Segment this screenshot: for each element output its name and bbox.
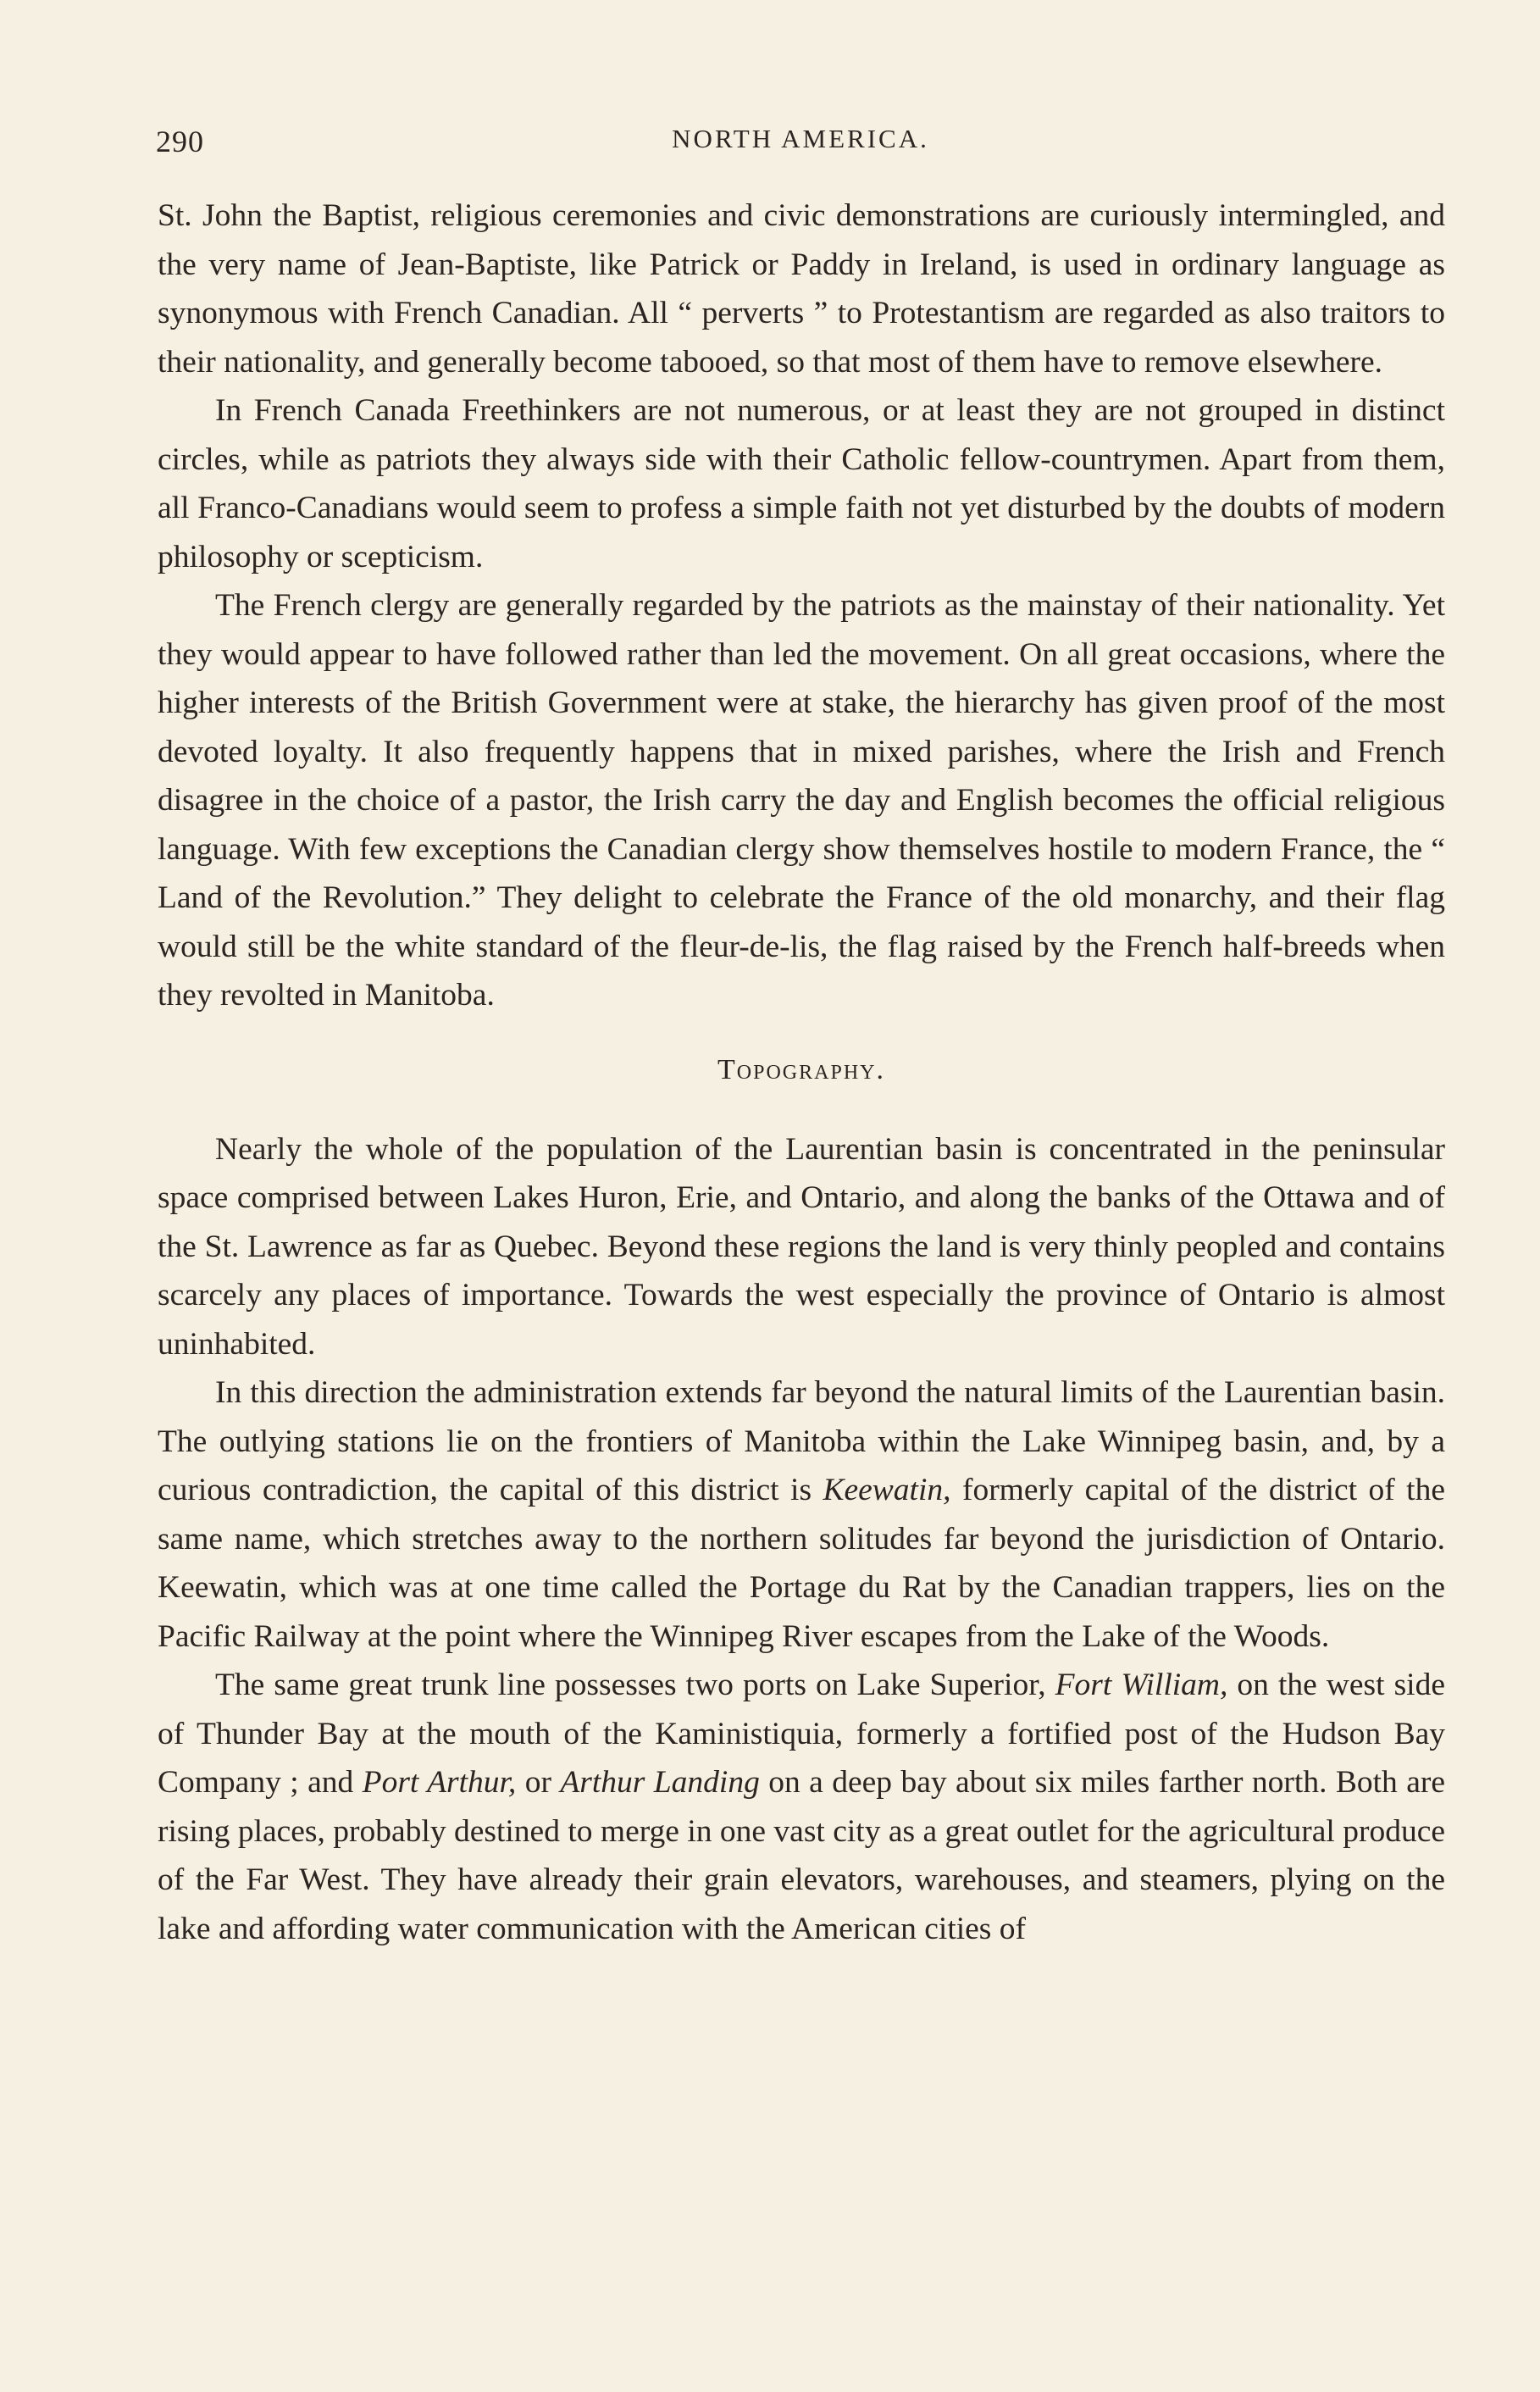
place-name-port-arthur: Port Arthur,: [362, 1765, 517, 1800]
paragraph-clergy: The French clergy are generally regarded by the patriots as the mainstay of their nationality. Yet they would appear to have followed rather than led the movement. On all great occasions, where the higher interests of the British Government were at stake, the hierarchy has given proof of the most devoted loyalty. It also frequently happens that in mixed parishes, where the Irish and French disagree in the choice of a pastor, the Irish carry the day and English becomes the official religious language. With few exceptions the Canadian clergy show themselves hostile to modern France, the “ Land of the Revolution.” They delight to celebrate the France of the old monarchy, and their flag would still be the white standard of the fleur-de-lis, the flag raised by the French half-breeds when they revolted in Manitoba.: [158, 588, 1445, 1013]
paragraph-lake-superior-ports: [158, 1661, 1445, 1953]
running-title: NORTH AMERICA.: [672, 124, 929, 153]
section-heading: Topography.: [717, 1053, 885, 1085]
paragraph-population: Nearly the whole of the population of the Laurentian basin is concentrated in the peninsular space comprised between Lakes Huron, Erie, and Ontario, and along the banks of the Ottawa and of the St. Lawrence as far as Quebec. Beyond these regions the land is very thinly peopled and contains scarcely any places of importance. Towards the west especially the province of Ontario is almost uninhabited.: [158, 1131, 1445, 1362]
page-number: 290: [156, 125, 204, 158]
body-text: [158, 191, 1445, 1953]
paragraph-freethinkers: In French Canada Freethinkers are not numerous, or at least they are not grouped in distinct circles, while as patriots they always side with their Catholic fellow-countrymen. Apart from them, all Franco-Canadians would seem to profess a simple faith not yet disturbed by the doubts of modern philosophy or scepticism.: [158, 393, 1445, 574]
text-run: In this direction the administration extends far beyond the natural limits of the Laurentian basin. The outlying stations lie on the frontiers of Manitoba within the Lake Winnipeg basin, and, by a curious contradiction, the capital of this district is: [158, 1375, 1445, 1507]
text-run: or: [516, 1765, 561, 1800]
paragraph-keewatin: [158, 1368, 1445, 1661]
text-run: formerly capital of the district of the same name, which stretches away to the northern solitudes far beyond the jurisdiction of Ontario. Keewatin, which was at one time called the Portage du Rat by the Canadian trappers, lies on the Pacific Railway at the point where the Winnipeg River escapes from the Lake of the Woods.: [158, 1473, 1445, 1654]
place-name-keewatin: Keewatin,: [823, 1473, 951, 1507]
text-run: on a deep bay about six miles farther north. Both are rising places, probably destined to merge in one vast city as a great outlet for the agricultural produce of the Far West. They have already their grain elevators, warehouses, and steamers, plying on the lake and affording water communication with the American cities of: [158, 1765, 1445, 1946]
place-name-arthur-landing: Arthur Landing: [560, 1765, 760, 1800]
running-head: [156, 124, 1445, 166]
text-run: on the west side of Thunder Bay at the mouth of the Kaministiquia, formerly a fortified post of the Hudson Bay Company ; and: [158, 1668, 1445, 1800]
text-run: The same great trunk line possesses two ports on Lake Superior,: [215, 1668, 1055, 1702]
place-name-fort-william: Fort William,: [1055, 1668, 1228, 1702]
paragraph-continued: St. John the Baptist, religious ceremonies and civic demonstrations are curiously intermingled, and the very name of Jean-Baptiste, like Patrick or Paddy in Ireland, is used in ordinary language as synonymous with French Canadian. All “ perverts ” to Protestantism are regarded as also traitors to their nationality, and generally become tabooed, so that most of them have to remove elsewhere.: [158, 198, 1445, 380]
